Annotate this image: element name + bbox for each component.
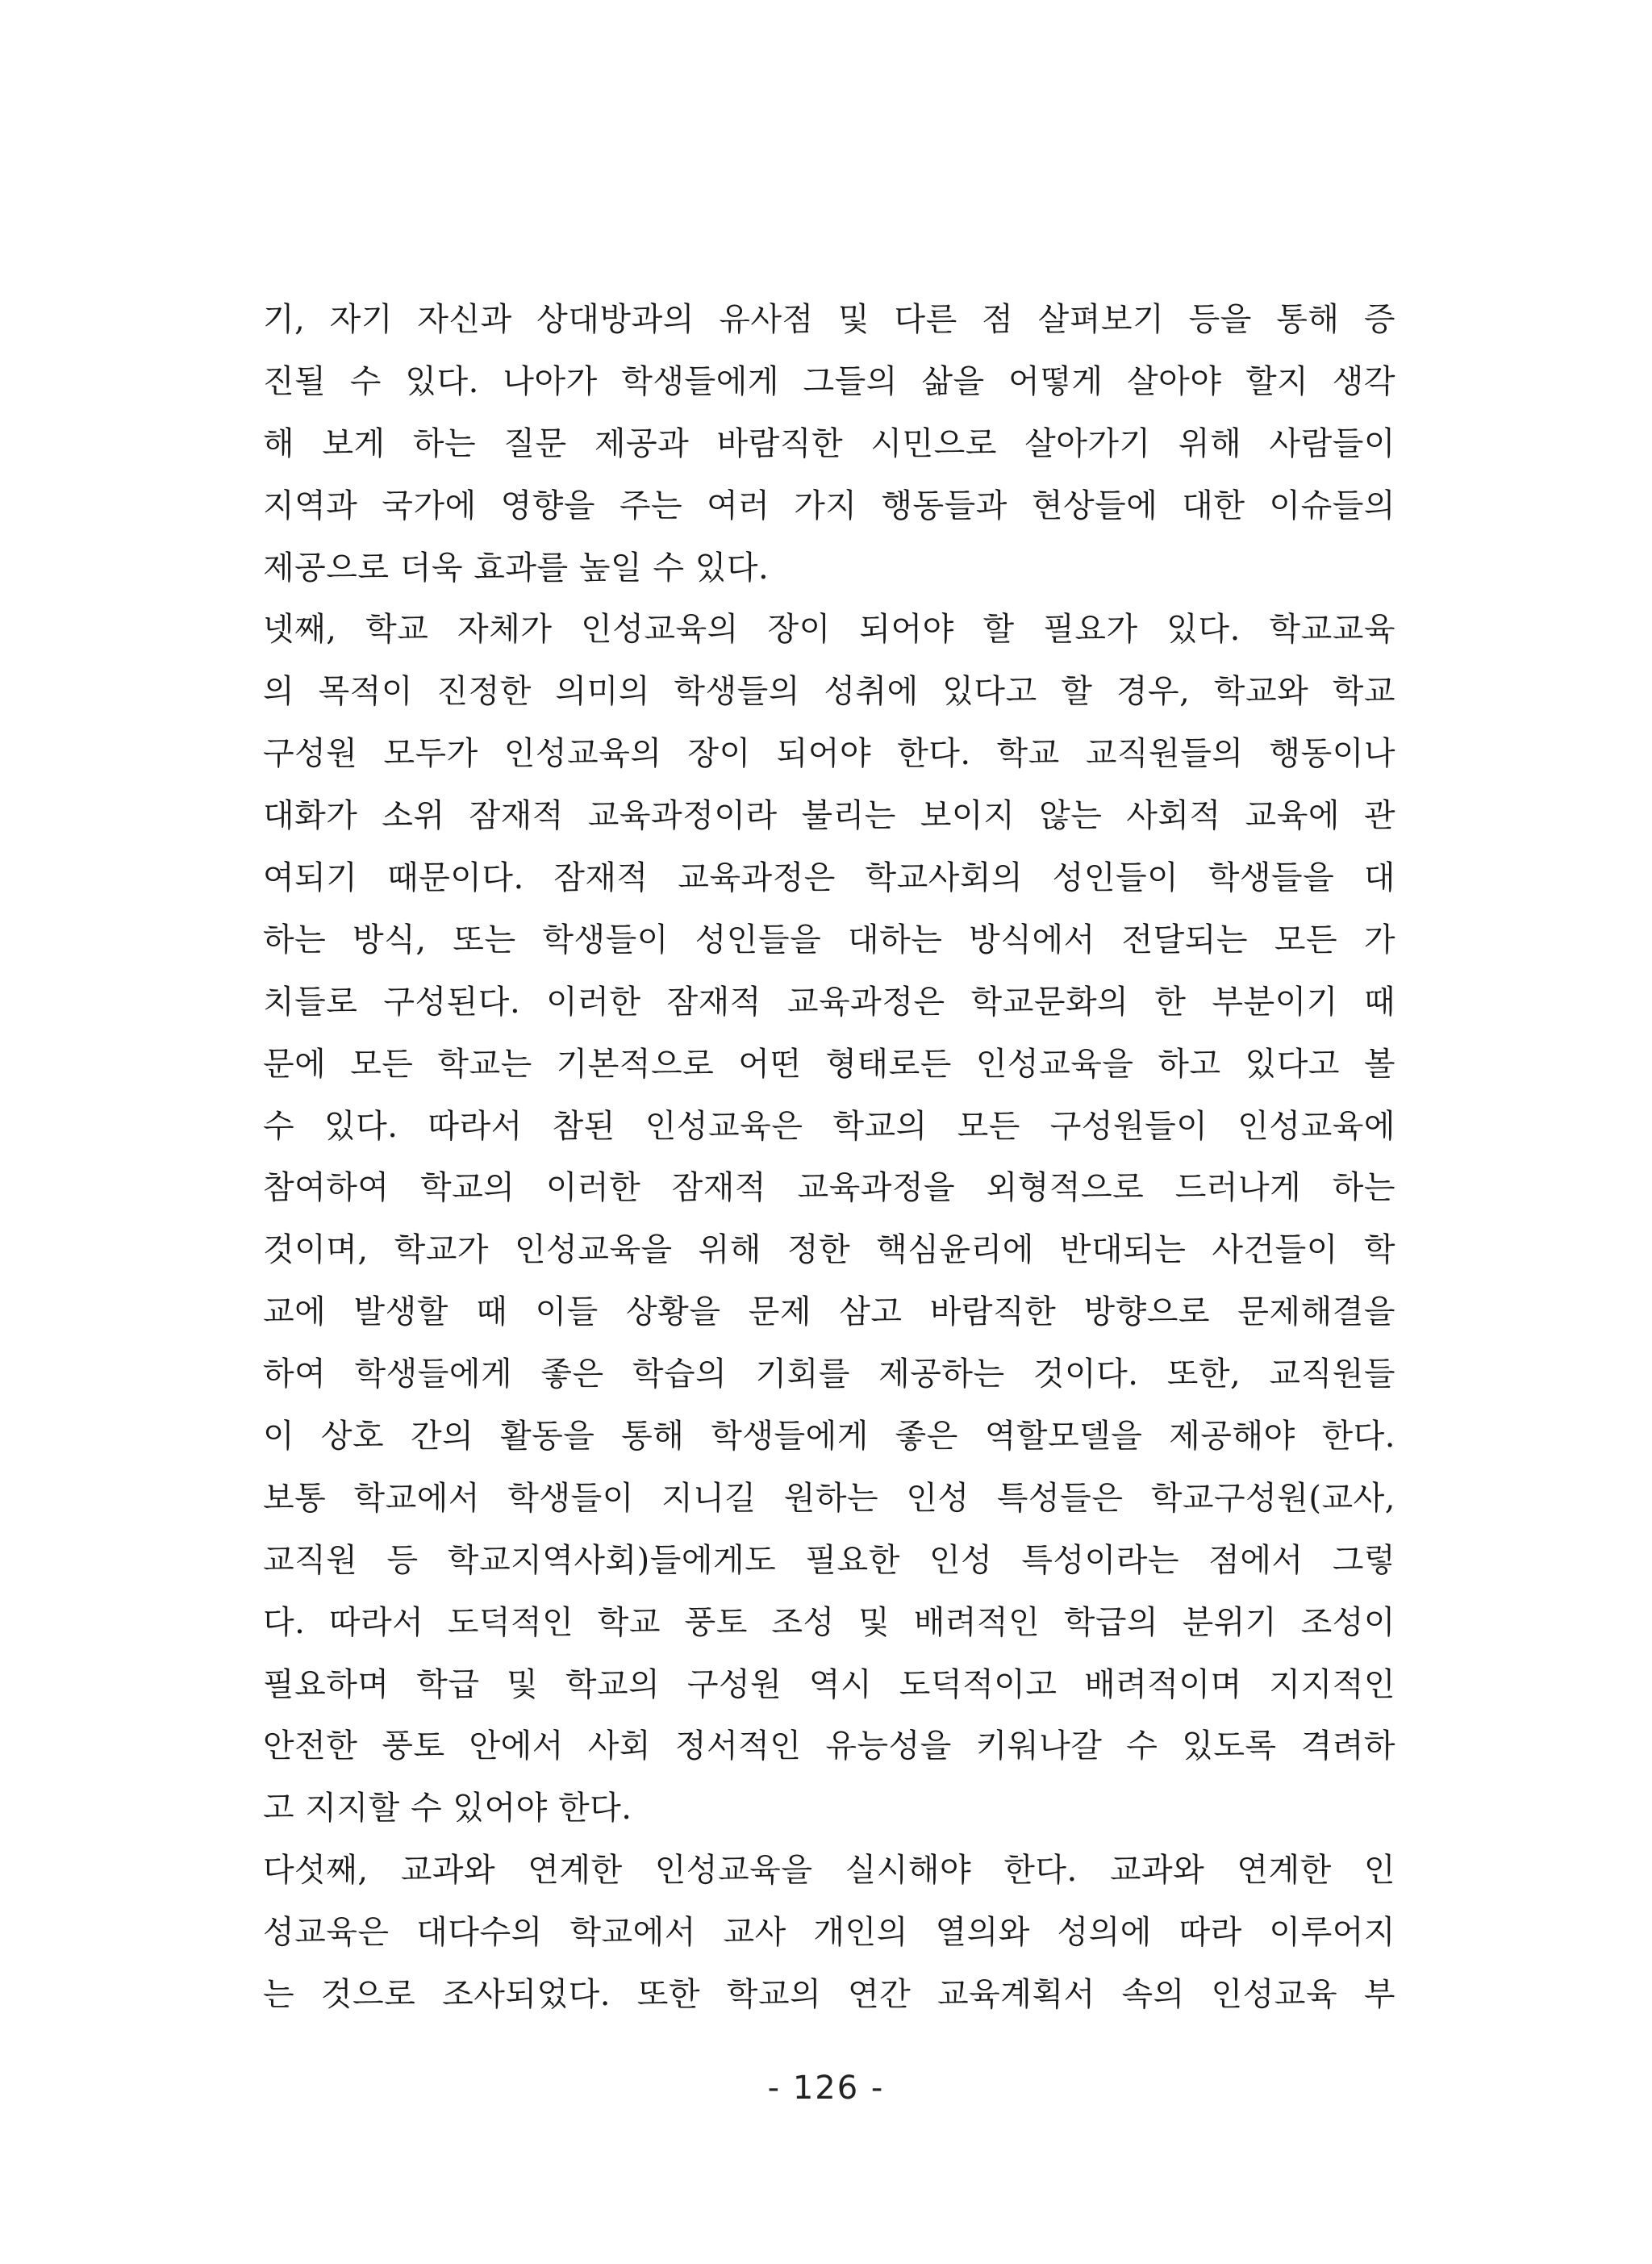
text-line: 것이며, 학교가 인성교육을 위해 정한 핵심윤리에 반대되는 사건들이 학 [263,1231,1395,1269]
body-text [263,289,1395,2026]
text-line: 고 지지할 수 있어야 한다. [263,1790,632,1827]
text-line: 의 목적이 진정한 의미의 학생들의 성취에 있다고 할 경우, 학교와 학교 [263,673,1395,711]
text-line: 교에 발생할 때 이들 상황을 문제 삼고 바람직한 방향으로 문제해결을 [263,1293,1395,1331]
text-line: 치들로 구성된다. 이러한 잠재적 교육과정은 학교문화의 한 부분이기 때 [263,983,1395,1021]
text-line: 여되기 때문이다. 잠재적 교육과정은 학교사회의 성인들이 학생들을 대 [263,859,1395,897]
paragraph-start-line: 다섯째, 교과와 연계한 인성교육을 실시해야 한다. 교과와 연계한 인 [263,1852,1395,1890]
text-line: 대화가 소위 잠재적 교육과정이라 불리는 보이지 않는 사회적 교육에 관 [263,797,1395,835]
text-line: 교직원 등 학교지역사회)들에게도 필요한 인성 특성이라는 점에서 그렇 [263,1541,1395,1579]
text-line: 하는 방식, 또는 학생들이 성인들을 대하는 방식에서 전달되는 모든 가 [263,921,1395,959]
text-line: 안전한 풍토 안에서 사회 정서적인 유능성을 키워나갈 수 있도록 격려하 [263,1727,1395,1765]
text-line: 해 보게 하는 질문 제공과 바람직한 시민으로 살아가기 위해 사람들이 [263,424,1395,462]
text-line: 구성원 모두가 인성교육의 장이 되어야 한다. 학교 교직원들의 행동이나 [263,735,1395,773]
text-line: 는 것으로 조사되었다. 또한 학교의 연간 교육계획서 속의 인성교육 부 [263,1976,1395,2014]
text-line: 진될 수 있다. 나아가 학생들에게 그들의 삶을 어떻게 살아야 할지 생각 [263,362,1395,400]
text-line: 이 상호 간의 활동을 통해 학생들에게 좋은 역할모델을 제공해야 한다. [263,1418,1395,1456]
page-number: - 126 - [767,2070,885,2107]
text-line: 지역과 국가에 영향을 주는 여러 가지 행동들과 현상들에 대한 이슈들의 [263,487,1395,524]
text-line: 다. 따라서 도덕적인 학교 풍토 조성 및 배려적인 학급의 분위기 조성이 [263,1603,1395,1641]
text-line: 보통 학교에서 학생들이 지니길 원하는 인성 특성들은 학교구성원(교사, [263,1479,1395,1517]
text-line: 하여 학생들에게 좋은 학습의 기회를 제공하는 것이다. 또한, 교직원들 [263,1355,1395,1393]
text-line: 성교육은 대다수의 학교에서 교사 개인의 열의와 성의에 따라 이루어지 [263,1914,1395,1952]
text-line: 기, 자기 자신과 상대방과의 유사점 및 다른 점 살펴보기 등을 통해 증 [263,301,1395,338]
text-line: 참여하여 학교의 이러한 잠재적 교육과정을 외형적으로 드러나게 하는 [263,1169,1395,1207]
text-line: 수 있다. 따라서 참된 인성교육은 학교의 모든 구성원들이 인성교육에 [263,1107,1395,1145]
paragraph-start-line: 넷째, 학교 자체가 인성교육의 장이 되어야 할 필요가 있다. 학교교육 [263,611,1395,649]
text-line: 문에 모든 학교는 기본적으로 어떤 형태로든 인성교육을 하고 있다고 볼 [263,1045,1395,1083]
text-line: 필요하며 학급 및 학교의 구성원 역시 도덕적이고 배려적이며 지지적인 [263,1665,1395,1703]
text-line: 제공으로 더욱 효과를 높일 수 있다. [263,549,770,587]
